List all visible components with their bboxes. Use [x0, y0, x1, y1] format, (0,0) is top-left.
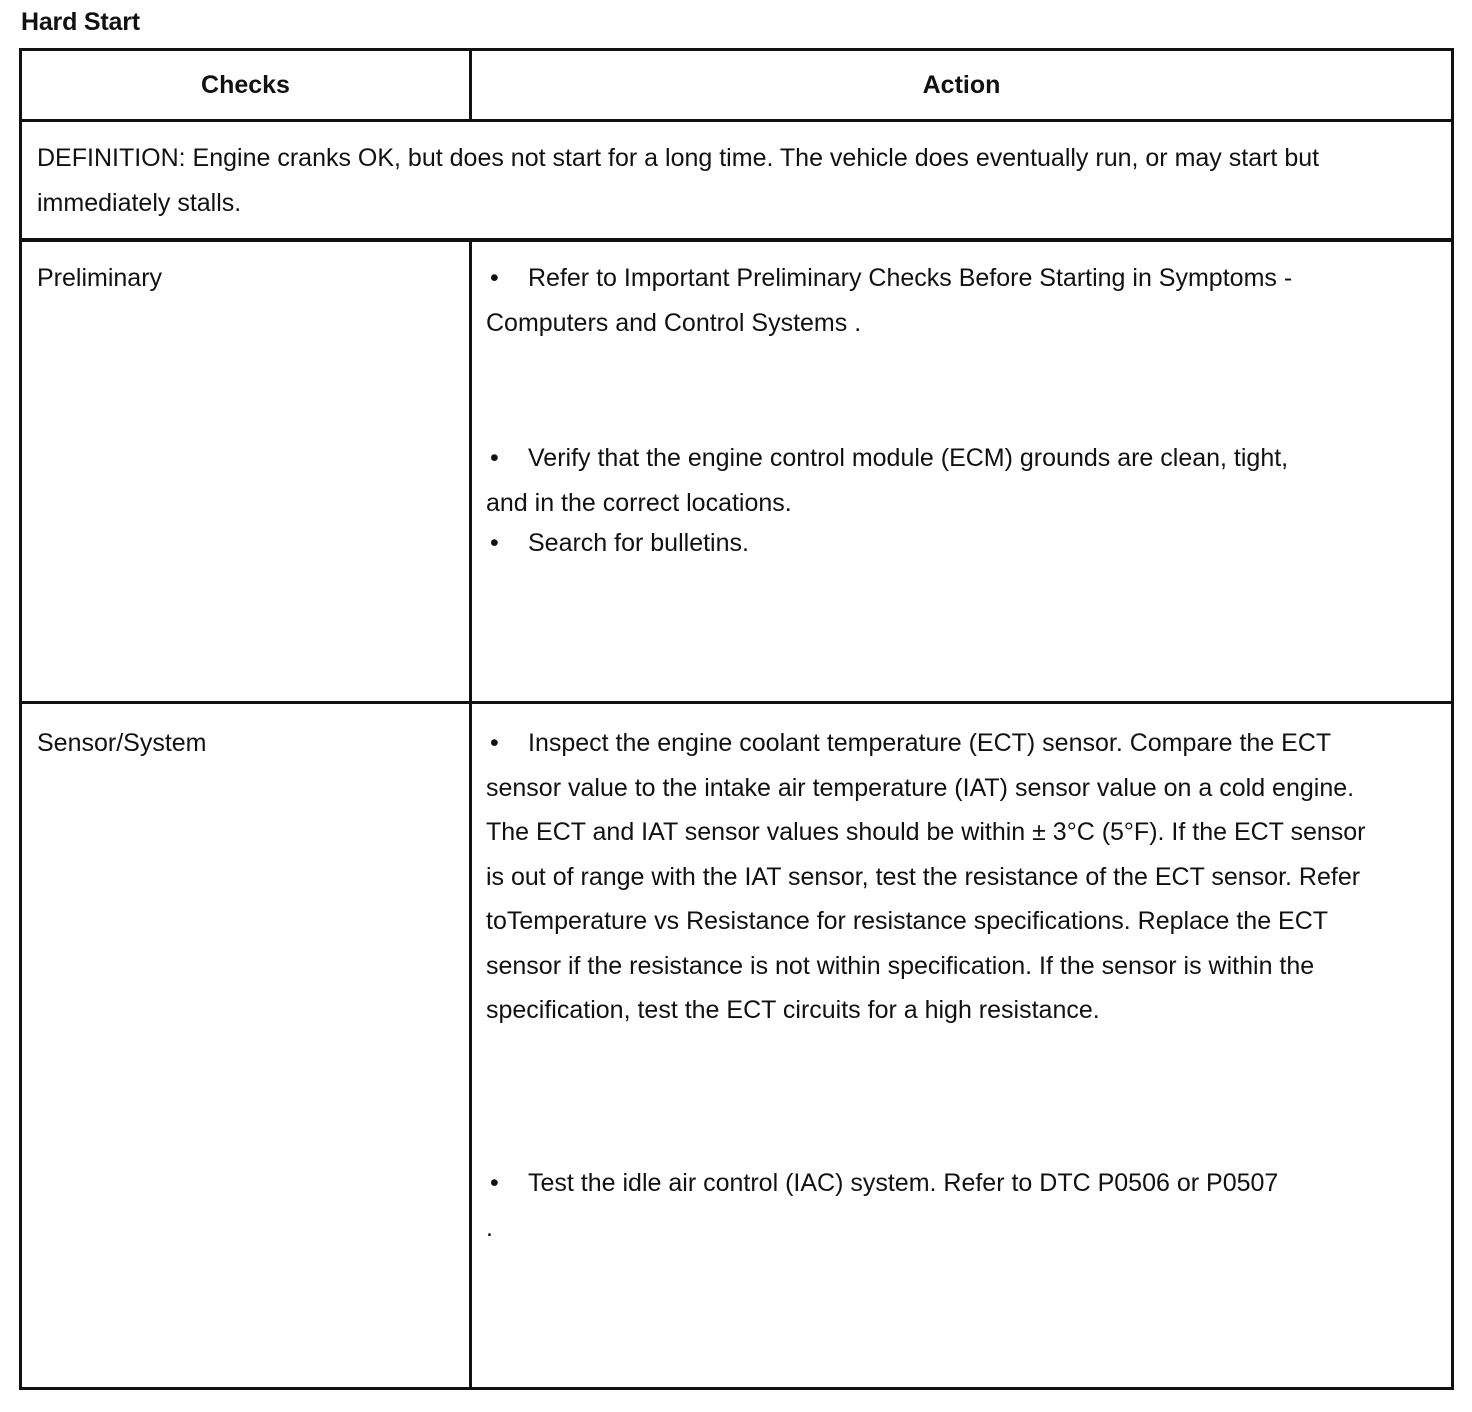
action-item [486, 721, 1381, 1033]
check-preliminary: Preliminary [37, 264, 163, 292]
bullet-icon: • [490, 444, 499, 472]
action-text: Test the idle air control (IAC) system. Refer to DTC P0506 or P0507 . [486, 1169, 1279, 1242]
action-item [486, 256, 1376, 345]
row-divider [22, 701, 1451, 704]
column-divider-bottom [469, 239, 472, 1387]
bullet-icon: • [490, 1169, 499, 1197]
hard-start-table [19, 48, 1454, 1390]
header-divider [22, 119, 1451, 122]
bullet-icon: • [490, 529, 499, 557]
definition-divider [22, 238, 1451, 242]
header-checks: Checks [201, 70, 290, 99]
action-item [486, 1161, 1286, 1250]
action-text: Verify that the engine control module (ECM) grounds are clean, tight, and in the correct locations. [486, 444, 1289, 517]
bullet-icon: • [490, 264, 499, 292]
page-title: Hard Start [21, 8, 140, 36]
check-sensor-system: Sensor/System [37, 729, 207, 757]
action-text: Search for bulletins. [528, 529, 749, 557]
bullet-icon: • [490, 729, 499, 757]
action-text: Inspect the engine coolant temperature (ECT) sensor. Compare the ECT sensor value to the intake air temperature (IAT) sensor value on a cold engine. The ECT and IAT sensor values should be within ± 3°C (5°F). If the ECT sensor is out of range with the IAT sensor, test the resistance of the ECT sensor. Refer toTemperature vs Resistance for resistance specifications. Replace the ECT sensor if the resistance is not within specification. If the sensor is within the specification, test the ECT circuits for a high resistance. [486, 729, 1366, 1024]
action-item [486, 436, 1316, 525]
definition-text: DEFINITION: Engine cranks OK, but does not start for a long time. The vehicle does eventually run, or may start but immediately stalls. [37, 144, 1320, 217]
action-item [486, 521, 1386, 566]
action-text: Refer to Important Preliminary Checks Before Starting in Symptoms - Computers and Control Systems . [486, 264, 1293, 337]
header-action: Action [922, 70, 1001, 99]
